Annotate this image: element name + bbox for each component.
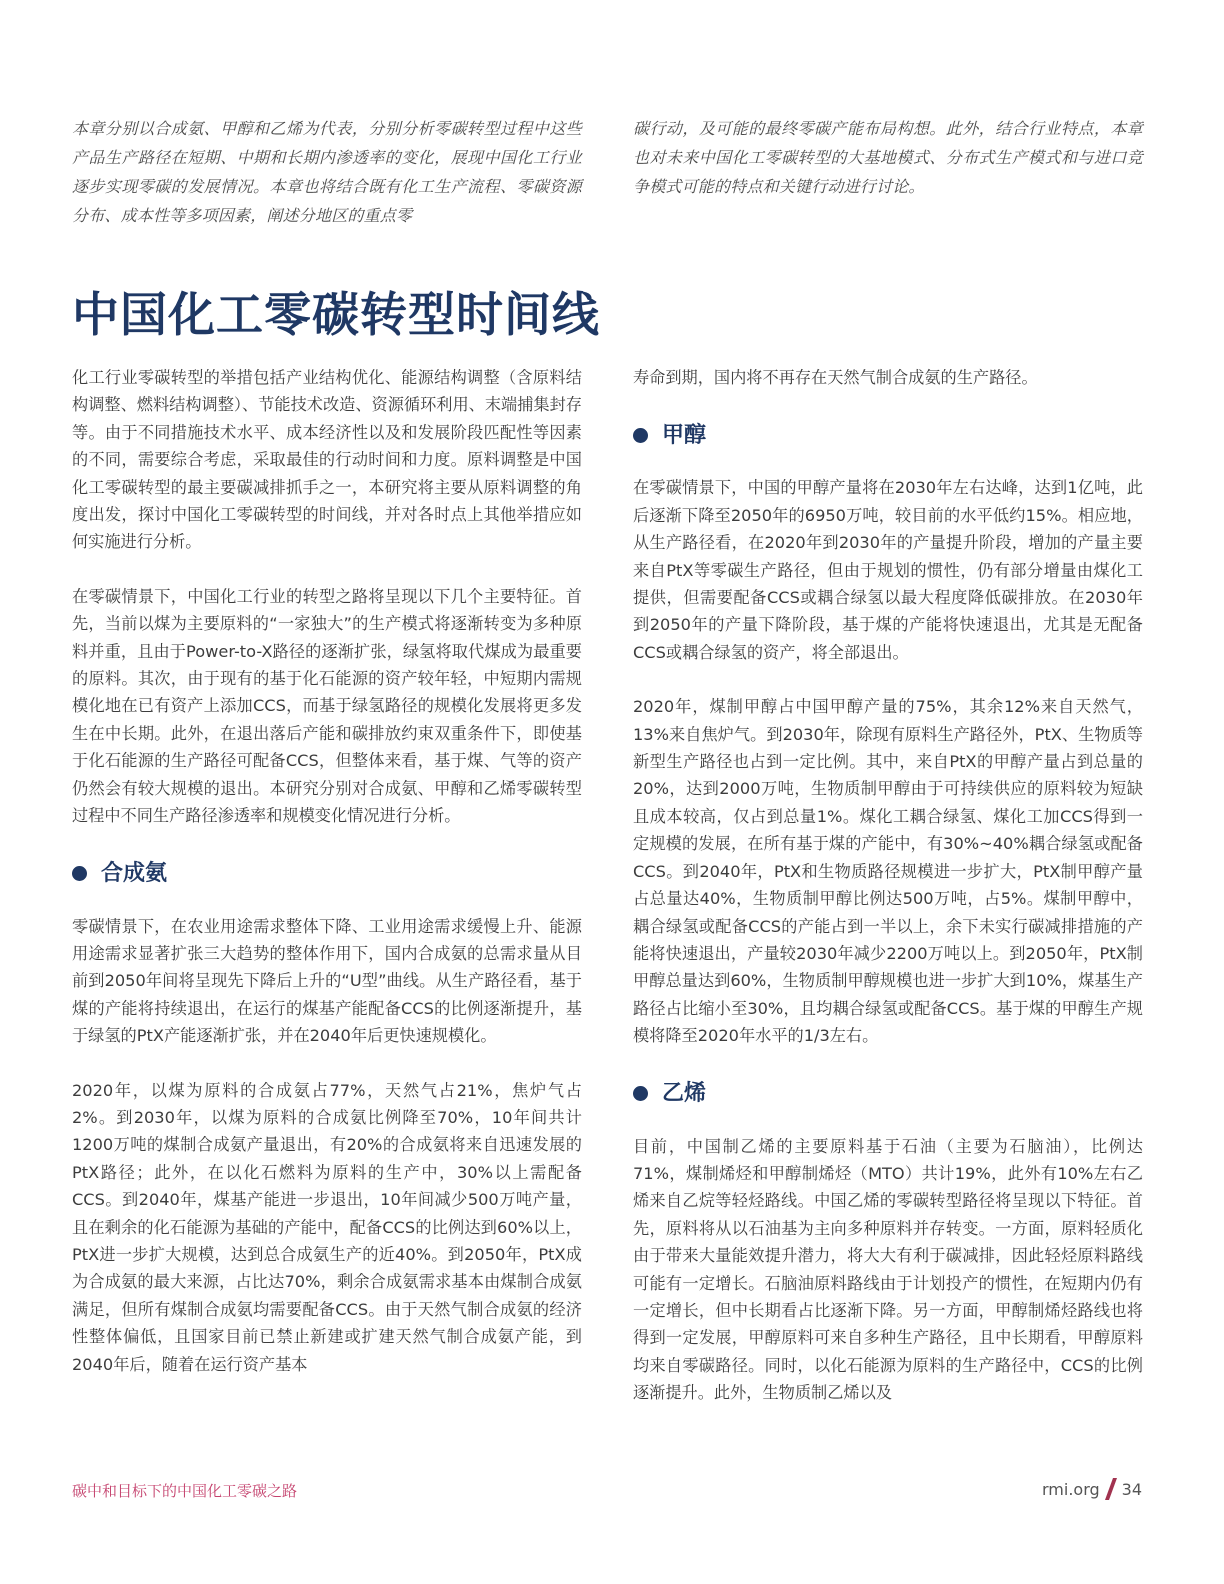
section-heading-label: 合成氨 [101,860,168,886]
section-heading-ethylene [633,1077,1143,1111]
page-number: 34 [1121,1479,1142,1499]
intro-right [633,114,1143,201]
intro-left-text: 本章分别以合成氨、甲醇和乙烯为代表，分别分析零碳转型过程中这些产品生产路径在短期、中期和长期内渗透率的变化，展现中国化工行业逐步实现零碳的发展情况。本章也将结合既有化工生产流程、零碳资源分布、成本性等多项因素，阐述分地区的重点零 [72,119,582,225]
paragraph: 2020年，煤制甲醇占中国甲醇产量的75%，其余12%来自天然气，13%来自焦炉气。到2030年，除现有原料生产路径外，PtX、生物质等新型生产路径也占到一定比例。其中，来自PtX的甲醇产量占到总量的20%，达到2000万吨，生物质制甲醇由于可持续供应的原料较为短缺且成本较高，仅占到总量1%。煤化工耦合绿氢、煤化工加CCS得到一定规模的发展，在所有基于煤的产能中，有30%~40%耦合绿氢或配备CCS。到2040年，PtX和生物质路径规模进一步扩大，PtX制甲醇产量占总量达40%，生物质制甲醇比例达500万吨，占5%。煤制甲醇中，耦合绿氢或配备CCS的产能占到一半以上，余下未实行碳减排措施的产能将快速退出，产量较2030年减少2200万吨以上。到2050年，PtX制甲醇总量达到60%，生物质制甲醇规模也进一步扩大到10%，煤基生产路径占比缩小至30%，且均耦合绿氢或配备CCS。基于煤的甲醇生产规模将降至2020年水平的1/3左右。 [633,697,1143,1046]
page-title: 中国化工零碳转型时间线 [72,288,600,343]
slash-divider-icon [1105,1478,1117,1500]
paragraph: 在零碳情景下，中国的甲醇产量将在2030年左右达峰，达到1亿吨，此后逐渐下降至2050年的6950万吨，较目前的水平低约15%。相应地，从生产路径看，在2020年到2030年的产量提升阶段，增加的产量主要来自PtX等零碳生产路径，但由于规划的惯性，仍有部分增量由煤化工提供，但需要配备CCS或耦合绿氢以最大程度降低碳排放。在2030年到2050年的产量下降阶段，基于煤的产能将快速退出，尤其是无配备CCS或耦合绿氢的资产，将全部退出。 [633,478,1143,662]
paragraph: 寿命到期，国内将不再存在天然气制合成氨的生产路径。 [633,368,1038,387]
section-heading-label: 乙烯 [662,1080,707,1106]
bullet-dot-icon [72,866,87,881]
bullet-dot-icon [633,428,648,443]
footer-doc-title: 碳中和目标下的中国化工零碳之路 [72,1482,298,1500]
paragraph: 2020年，以煤为原料的合成氨占77%，天然气占21%，焦炉气占2%。到2030年，以煤为原料的合成氨比例降至70%，10年间共计1200万吨的煤制合成氨产量退出，有20%的合成氨将来自迅速发展的PtX路径；此外，在以化石燃料为原料的生产中，30%以上需配备CCS。到2040年，煤基产能进一步退出，10年间减少500万吨产量，且在剩余的化石能源为基础的产能中，配备CCS的比例达到60%以上，PtX进一步扩大规模，达到总合成氨生产的近40%。到2050年，PtX成为合成氨的最大来源，占比达70%，剩余合成氨需求基本由煤制合成氨满足，但所有煤制合成氨均需要配备CCS。由于天然气制合成氨的经济性整体偏低，且国家目前已禁止新建或扩建天然气制合成氨产能，到2040年后，随着在运行资产基本 [72,1080,582,1374]
paragraph: 零碳情景下，在农业用途需求整体下降、工业用途需求缓慢上升、能源用途需求显著扩张三大趋势的整体作用下，国内合成氨的总需求量从目前到2050年间将呈现先下降后上升的“U型”曲线。从生产路径看，基于煤的产能将持续退出，在运行的煤基产能配备CCS的比例逐渐提升，基于绿氢的PtX产能逐渐扩张，并在2040年后更快速规模化。 [72,916,582,1046]
intro-right-text: 碳行动，及可能的最终零碳产能布局构想。此外，结合行业特点，本章也对未来中国化工零碳转型的大基地模式、分布式生产模式和与进口竞争模式可能的特点和关键行动进行讨论。 [633,119,1143,196]
footer-page-info [1042,1478,1142,1500]
bullet-dot-icon [633,1086,648,1101]
section-heading-label: 甲醇 [662,422,707,448]
paragraph: 化工行业零碳转型的举措包括产业结构优化、能源结构调整（含原料结构调整、燃料结构调整）、节能技术改造、资源循环利用、末端捕集封存等。由于不同措施技术水平、成本经济性以及和发展阶段匹配性等因素的不同，需要综合考虑，采取最佳的行动时间和力度。原料调整是中国化工零碳转型的最主要碳减排抓手之一，本研究将主要从原料调整的角度出发，探讨中国化工零碳转型的时间线，并对各时点上其他举措应如何实施进行分析。 [72,368,582,552]
section-heading-ammonia [72,857,582,891]
left-column [72,364,582,1405]
intro-left [72,114,582,230]
section-heading-methanol [633,418,1143,452]
paragraph: 目前，中国制乙烯的主要原料基于石油（主要为石脑油），比例达71%，煤制烯烃和甲醇制烯烃（MTO）共计19%，此外有10%左右乙烯来自乙烷等轻烃路线。中国乙烯的零碳转型路径将呈现以下特征。首先，原料将从以石油基为主向多种原料并存转变。一方面，原料轻质化由于带来大量能效提升潜力，将大大有利于碳减排，因此轻烃原料路线可能有一定增长。石脑油原料路线由于计划投产的惯性，在短期内仍有一定增长，但中长期看占比逐渐下降。另一方面，甲醇制烯烃路线也将得到一定发展，甲醇原料可来自多种生产路径，且中长期看，甲醇原料均来自零碳路径。同时，以化石能源为原料的生产路径中，CCS的比例逐渐提升。此外，生物质制乙烯以及 [633,1136,1143,1403]
footer-site-link[interactable]: rmi.org [1041,1479,1100,1499]
paragraph: 在零碳情景下，中国化工行业的转型之路将呈现以下几个主要特征。首先，当前以煤为主要原料的“一家独大”的生产模式将逐渐转变为多种原料并重，且由于Power-to-X路径的逐渐扩张，绿氢将取代煤成为最重要的原料。其次，由于现有的基于化石能源的资产较年轻，中短期内需规模化地在已有资产上添加CCS，而基于绿氢路径的规模化发展将更多发生在中长期。此外，在退出落后产能和碳排放约束双重条件下，即使基于化石能源的生产路径可配备CCS，但整体来看，基于煤、气等的资产仍然会有较大规模的退出。本研究分别对合成氨、甲醇和乙烯零碳转型过程中不同生产路径渗透率和规模变化情况进行分析。 [72,586,582,826]
right-column [633,364,1143,1434]
